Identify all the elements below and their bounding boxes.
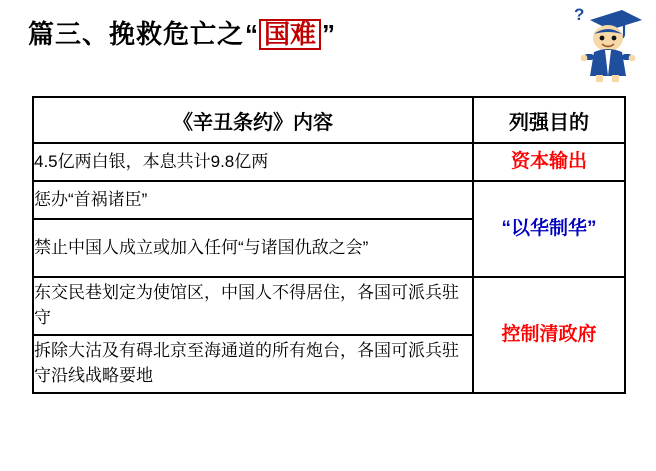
treaty-term-5: 拆除大沽及有碍北京至海通道的所有炮台，各国可派兵驻守沿线战略要地 [33,335,473,393]
page-title-emphasis: 国难 [259,19,321,50]
table-header-row [33,97,625,143]
header-content: 《辛丑条约》内容 [33,97,473,143]
treaty-table-wrapper [32,96,624,394]
page-title-quote-close: ” [322,19,336,49]
table-row [33,181,625,219]
page-title-quote-open: “ [245,19,259,49]
treaty-table [32,96,626,394]
treaty-term-2: 惩办“首祸诸臣” [33,181,473,219]
page-title [28,14,336,51]
treaty-term-4: 东交民巷划定为使馆区，中国人不得居住，各国可派兵驻守 [33,277,473,335]
svg-text:?: ? [574,5,585,24]
table-row [33,277,625,335]
table-row [33,143,625,181]
purpose-control-qing-government: 控制清政府 [473,277,625,393]
purpose-capital-export: 资本输出 [473,143,625,181]
treaty-term-3: 禁止中国人成立或加入任何“与诸国仇敌之会” [33,219,473,277]
treaty-term-1: 4.5亿两白银，本息共计9.8亿两 [33,143,473,181]
purpose-use-chinese-to-control-chinese: “以华制华” [473,181,625,277]
header-purpose: 列强目的 [473,97,625,143]
graduate-mascot-icon [564,2,646,84]
page-title-prefix: 篇三、挽救危亡之 [28,19,245,49]
